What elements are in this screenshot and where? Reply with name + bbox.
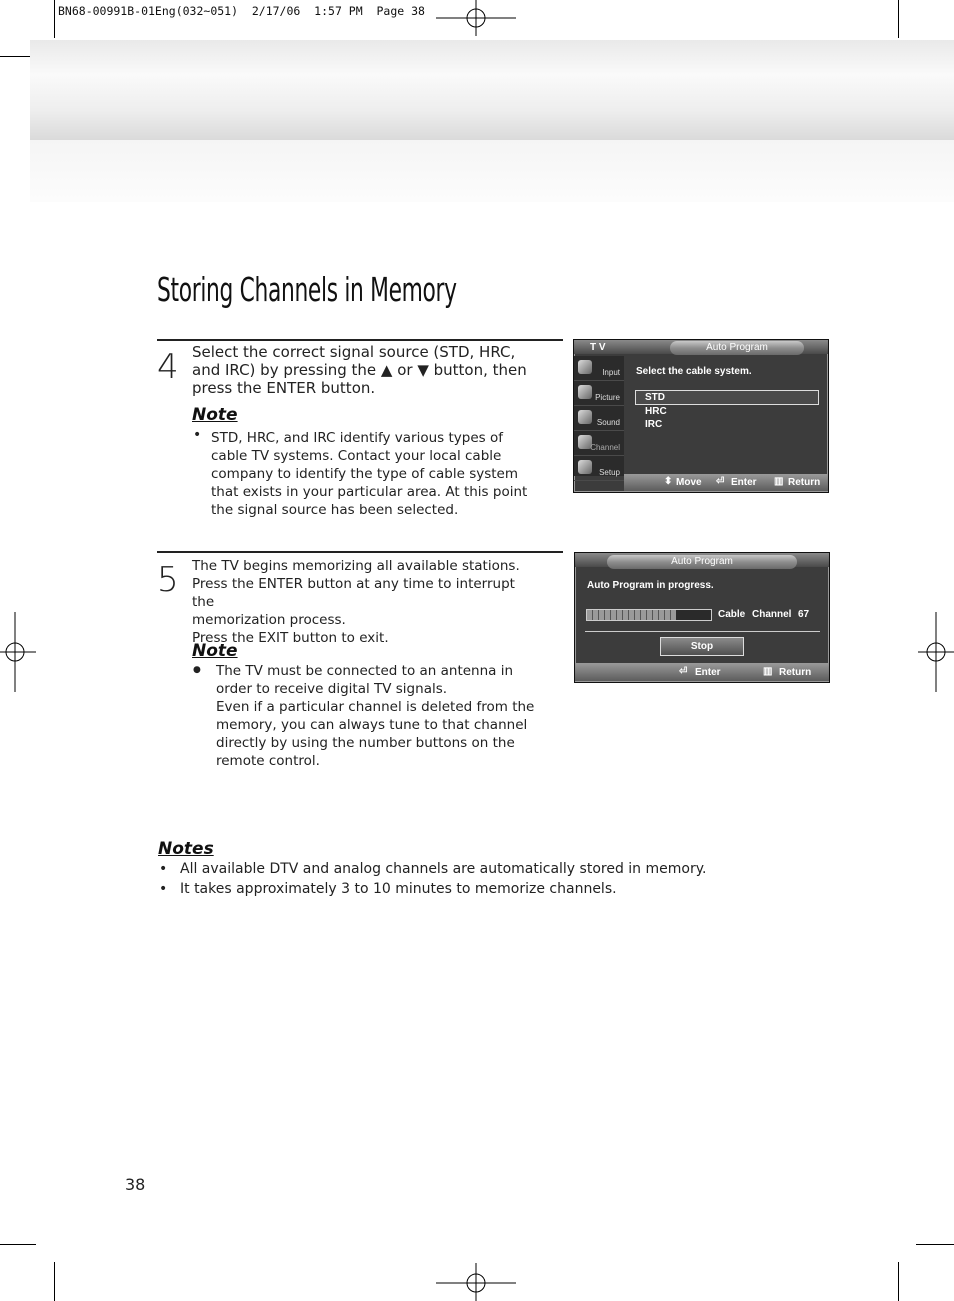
step-line: Press the ENTER button at any time to interrupt the — [192, 576, 515, 610]
crop-mark — [898, 1262, 899, 1301]
menu-title: Auto Program — [670, 341, 804, 355]
step-instruction — [192, 557, 532, 647]
bullet: • — [159, 881, 168, 897]
return-icon: ▥ — [774, 476, 784, 487]
crop-mark — [898, 0, 899, 38]
note-line: memory, you can always tune to that channel — [216, 717, 528, 733]
sidebar-item-sound[interactable]: Sound — [574, 406, 624, 431]
bullet: • — [159, 861, 168, 877]
header-banner — [30, 40, 954, 140]
notes-item: All available DTV and analog channels are automatically stored in memory. — [180, 861, 707, 877]
setup-icon — [578, 460, 592, 474]
crop-mark — [54, 0, 55, 38]
progress-bar — [586, 609, 712, 621]
stop-button[interactable]: Stop — [660, 637, 744, 656]
tv-menu-screen — [573, 339, 829, 493]
step-line: The TV begins memorizing all available stations. — [192, 558, 520, 574]
footer-enter: Enter — [695, 667, 721, 678]
footer-return: Return — [779, 667, 812, 678]
notes-item: It takes approximately 3 to 10 minutes to memorize channels. — [180, 881, 617, 897]
footer-move: Move — [676, 477, 702, 488]
option-std[interactable]: STD — [645, 392, 665, 403]
picture-icon — [578, 385, 592, 399]
crop-mark — [54, 1262, 55, 1301]
sidebar-item-setup[interactable]: Setup — [574, 456, 624, 481]
crop-mark — [916, 1244, 954, 1245]
bullet: • — [193, 427, 202, 443]
tv-progress-screen — [574, 552, 830, 683]
step-line: Press the EXIT button to exit. — [192, 630, 389, 646]
menu-footer — [624, 474, 828, 491]
bullet: ● — [193, 665, 201, 675]
step-divider — [157, 339, 563, 341]
input-icon — [578, 360, 592, 374]
registration-mark-bottom — [436, 1263, 516, 1301]
channel-label: Channel — [752, 609, 792, 620]
menu-sidebar — [574, 356, 624, 476]
menu-prompt: Select the cable system. — [636, 366, 752, 377]
note-line: remote control. — [216, 753, 320, 769]
print-slug: BN68-00991B-01Eng(032~051) 2/17/06 1:57 PM Page 38 — [58, 4, 425, 18]
registration-mark-top — [436, 0, 516, 36]
sidebar-item-picture[interactable]: Picture — [574, 381, 624, 406]
tv-label: T V — [590, 342, 606, 353]
menu-footer — [575, 663, 829, 681]
divider — [585, 631, 820, 632]
page-number: 38 — [125, 1175, 146, 1194]
notes-heading: Notes — [158, 839, 214, 859]
source-label: Cable — [718, 609, 746, 620]
note-line: The TV must be connected to an antenna in — [216, 663, 514, 679]
option-irc[interactable]: IRC — [645, 419, 663, 430]
step-line: memorization process. — [192, 612, 346, 628]
enter-icon: ⏎ — [716, 476, 725, 487]
sound-icon — [578, 410, 592, 424]
step-number: 4 — [157, 347, 179, 387]
registration-mark-left — [0, 612, 36, 692]
sidebar-item-channel[interactable]: Channel — [574, 431, 624, 456]
enter-icon: ⏎ — [679, 666, 688, 677]
channel-value: 67 — [798, 609, 810, 620]
move-icon: ⬍ — [664, 476, 673, 487]
progress-status: Auto Program in progress. — [587, 580, 714, 591]
return-icon: ▥ — [763, 666, 773, 677]
footer-return: Return — [788, 477, 821, 488]
menu-title: Auto Program — [607, 555, 797, 569]
header-banner-fade — [30, 140, 954, 202]
note-heading: Note — [192, 405, 238, 425]
note-line: order to receive digital TV signals. — [216, 681, 448, 697]
step-instruction: Select the correct signal source (STD, HRC, and IRC) by pressing the ▲ or ▼ button, then press the ENTER button. — [192, 343, 527, 397]
footer-enter: Enter — [731, 477, 757, 488]
note-text: STD, HRC, and IRC identify various types of cable TV systems. Contact your local cable company to identify the type of cable system that exists in your particular area. At this point the signal source has been selected. — [211, 430, 528, 518]
note-heading: Note — [192, 641, 238, 661]
note-line: directly by using the number buttons on the — [216, 735, 515, 751]
step-divider — [157, 551, 563, 553]
note-line: Even if a particular channel is deleted from the — [216, 699, 535, 715]
sidebar-item-input[interactable]: Input — [574, 356, 624, 381]
option-hrc[interactable]: HRC — [645, 406, 667, 417]
progress-fill — [587, 610, 676, 620]
registration-mark-right — [918, 612, 954, 692]
note-text — [216, 662, 536, 770]
step-number: 5 — [157, 560, 179, 600]
page-title: Storing Channels in Memory — [157, 270, 457, 309]
crop-mark — [0, 1244, 36, 1245]
